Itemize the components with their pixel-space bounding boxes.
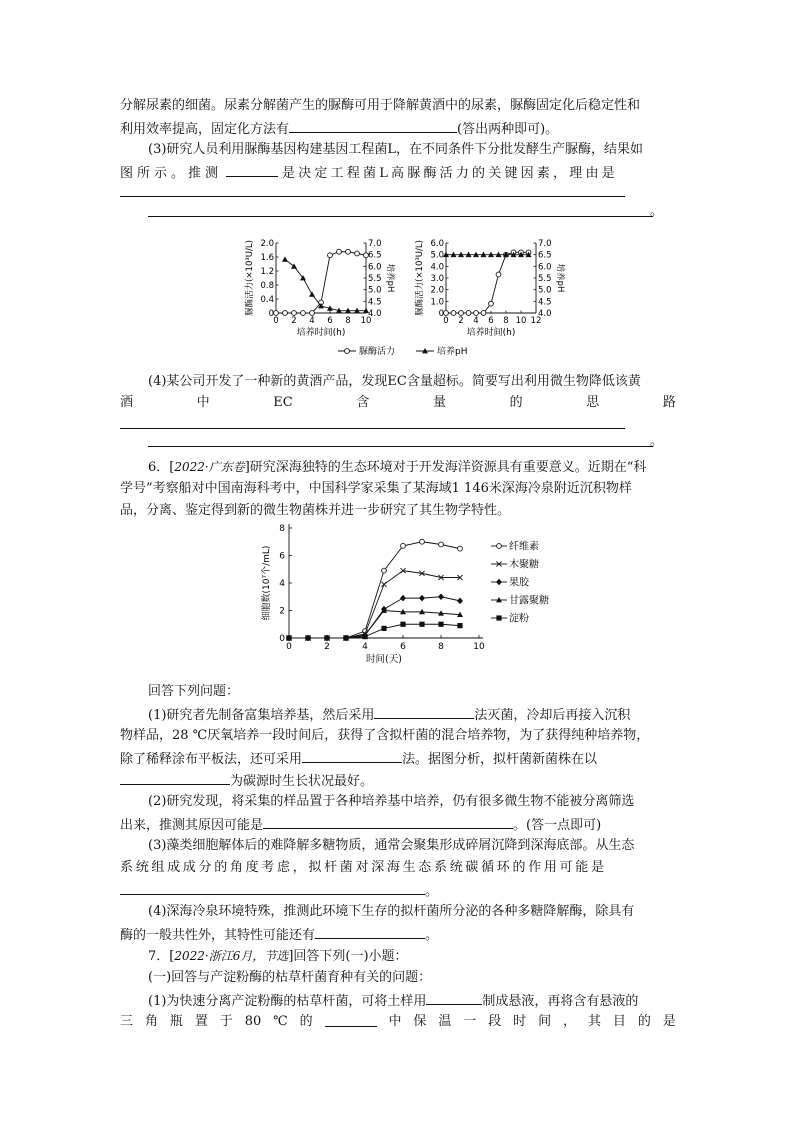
spaced-word: 其 <box>587 1014 601 1029</box>
spaced-word: 中 <box>388 1014 402 1029</box>
text: (答出两种即可)。 <box>457 122 559 137</box>
y2-axis-label: 培养pH <box>385 263 395 293</box>
spaced-word: 温 <box>438 1014 452 1029</box>
spaced-word: 量 <box>432 395 446 410</box>
text: (4)某公司开发了一种新的黄酒产品，发现EC含量超标。简要写出利用微生物降低该黄 <box>148 374 641 389</box>
spaced-word: 目 <box>612 1014 626 1029</box>
text: 利用效率提高，固定化方法有 <box>120 122 290 137</box>
text: 。(答一点即可) <box>513 818 602 833</box>
text: ]研究深海独特的生态环境对于开发海洋资源具有重要意义。近期在“科 <box>244 460 647 475</box>
data-point <box>309 291 315 296</box>
answer-line[interactable] <box>148 216 653 217</box>
text: (3)藻类细胞解体后的难降解多糖物质，通常会聚集形成碎屑沉降到深海底部。从生态 <box>148 838 635 853</box>
text-line <box>148 372 676 392</box>
text-line <box>120 880 676 902</box>
spaced-word: 80 <box>244 1014 262 1029</box>
data-point <box>283 311 288 316</box>
answer-blank[interactable] <box>302 748 402 763</box>
data-point <box>474 311 479 316</box>
y2-tick-label: 5.5 <box>538 274 552 284</box>
series-line <box>289 571 460 638</box>
text-line <box>148 836 676 856</box>
chart-legend <box>338 345 467 357</box>
x-tick-label: 4 <box>362 642 368 652</box>
x-tick-label: 0 <box>273 316 279 326</box>
x-tick-label: 2 <box>291 316 297 326</box>
question-source: 2022·浙江6月，节选 <box>174 949 289 963</box>
text-line <box>148 682 676 702</box>
legend-label: 木聚糖 <box>509 559 539 571</box>
y-tick-label: 0 <box>268 309 274 319</box>
y-tick-label: 0 <box>279 634 285 644</box>
x-tick-label: 8 <box>503 316 509 326</box>
y-tick-label: 1.0 <box>430 297 444 308</box>
spaced-word: 酒 <box>120 395 134 410</box>
y-axis-label: 脲酶活力(×10³U/L) <box>245 240 255 316</box>
text-line <box>120 770 676 792</box>
text: 。 <box>425 884 439 899</box>
urease-charts <box>240 235 580 360</box>
y2-tick-label: 5.0 <box>538 285 552 296</box>
x-tick-label: 6 <box>327 316 333 326</box>
text: 图所示。推测 <box>120 166 223 181</box>
data-point <box>438 622 443 627</box>
data-point <box>489 301 494 306</box>
legend-marker <box>496 579 502 585</box>
spaced-word: 中 <box>196 395 210 410</box>
data-point <box>466 311 471 316</box>
text-line <box>148 792 676 812</box>
urease-panel <box>414 239 566 338</box>
data-point <box>419 595 425 601</box>
cell-plot <box>260 524 549 665</box>
spaced-word: 角 <box>144 1014 158 1029</box>
y2-tick-label: 4.0 <box>368 309 382 319</box>
data-point <box>362 634 367 639</box>
answer-blank[interactable] <box>325 1012 377 1027</box>
y2-tick-label: 7.0 <box>368 239 382 249</box>
text: 回答下列问题： <box>148 684 240 699</box>
data-point <box>364 253 369 258</box>
x-tick-label: 0 <box>286 642 292 652</box>
x-tick-label: 8 <box>438 642 444 652</box>
data-point <box>444 311 449 316</box>
spaced-word: 含 <box>356 395 370 410</box>
y-tick-label: 1.6 <box>260 253 274 263</box>
text-line <box>120 858 676 878</box>
question-number: 7．[ <box>148 949 175 964</box>
data-point <box>400 622 405 627</box>
spaced-word: 路 <box>662 395 676 410</box>
y2-tick-label: 7.0 <box>538 239 552 249</box>
text: (2)研究发现，将采集的样品置于各种培养基中培养，仍有很多微生物不能被分离筛选 <box>148 794 635 809</box>
y-tick-label: 5.0 <box>430 250 444 261</box>
y2-tick-label: 4.5 <box>538 297 552 308</box>
data-point <box>457 623 462 628</box>
text-line <box>148 457 676 478</box>
data-point <box>355 251 360 256</box>
data-point <box>419 622 424 627</box>
data-point <box>282 256 288 261</box>
data-point <box>481 311 486 316</box>
data-point <box>496 272 501 277</box>
x-axis-label: 时间(天) <box>366 654 402 665</box>
text: 。 <box>650 204 664 219</box>
y2-tick-label: 6.0 <box>538 262 552 273</box>
series-line <box>289 624 460 638</box>
data-point <box>420 539 425 544</box>
y2-tick-label: 6.0 <box>368 262 382 273</box>
x-tick-label: 10 <box>473 642 485 652</box>
data-point <box>381 582 386 587</box>
y-axis-label: 细胞数(10⁷个/mL) <box>262 545 272 621</box>
spaced-word: 间 <box>538 1014 552 1029</box>
text: 分解尿素的细菌。尿素分解菌产生的脲酶可用于降解黄酒中的尿素，脲酶固定化后稳定性和 <box>120 98 641 113</box>
series-line <box>446 252 529 313</box>
spaced-word: 瓶 <box>169 1014 183 1029</box>
text: 出来，推测其原因可能是 <box>120 818 264 833</box>
spaced-word: 的 <box>637 1014 651 1029</box>
legend-label: 培养pH <box>437 347 468 357</box>
text: 系统组成成分的角度考虑，拟杆菌对深海生态系统碳循环的作用可能是 <box>120 860 607 875</box>
y2-tick-label: 4.0 <box>538 309 552 319</box>
spaced-word: ， <box>563 1014 577 1029</box>
text: (1)研究者先制备富集培养基，然后采用 <box>148 708 375 723</box>
text: (1)为快速分离产淀粉酶的枯草杆菌，可将土样用 <box>148 994 427 1009</box>
spaced-word: 于 <box>219 1014 233 1029</box>
legend-label: 果胶 <box>509 577 529 589</box>
data-point <box>401 543 406 548</box>
data-point <box>457 598 463 604</box>
text: 。 <box>425 928 439 943</box>
text: 制成悬液，再将含有悬液的 <box>482 994 639 1009</box>
y2-axis-label: 培养pH <box>555 263 565 293</box>
text-line <box>650 202 670 222</box>
text-line <box>148 946 676 967</box>
x-axis-label: 培养时间(h) <box>466 328 516 338</box>
spaced-word: 置 <box>194 1014 208 1029</box>
text-line <box>148 990 676 1012</box>
data-point <box>400 595 406 601</box>
answer-line[interactable] <box>120 428 625 429</box>
data-point <box>274 311 279 316</box>
text-line <box>148 704 676 726</box>
question-source: 2022·广东卷 <box>174 460 245 474</box>
x-tick-label: 6 <box>488 316 494 326</box>
legend-marker <box>345 349 350 354</box>
spaced-word: 的 <box>509 395 523 410</box>
y-tick-label: 0.8 <box>260 281 274 291</box>
y2-tick-label: 5.0 <box>368 285 382 296</box>
y-tick-label: 8 <box>279 524 285 534</box>
y2-tick-label: 6.5 <box>368 250 382 261</box>
series-line <box>289 597 460 638</box>
y-tick-label: 6 <box>279 551 285 562</box>
text: 法。据图分析，拟杆菌新菌株在以 <box>402 752 598 767</box>
text: ]回答下列(一)小题： <box>288 949 408 964</box>
text-line <box>148 140 676 160</box>
y-tick-label: 3.0 <box>430 274 444 284</box>
text-line <box>120 501 676 521</box>
x-tick-label: 10 <box>515 316 527 326</box>
text-line <box>120 118 676 140</box>
data-point <box>438 594 444 600</box>
answer-blank[interactable] <box>120 880 425 895</box>
spaced-text-line <box>120 393 676 413</box>
spaced-word: ℃ <box>273 1014 288 1029</box>
legend-label: 甘露聚糖 <box>509 595 549 607</box>
text-line <box>120 748 676 770</box>
legend-marker <box>496 615 501 620</box>
text-line <box>120 924 676 946</box>
legend-label: 纤维素 <box>509 541 539 553</box>
y2-tick-label: 5.5 <box>368 274 382 284</box>
x-tick-label: 12 <box>530 316 542 326</box>
text: 学号”考察船对中国南海科考中，中国科学家采集了某海域1 146米深海冷泉附近沉积物样 <box>120 481 632 496</box>
text-line <box>650 432 670 452</box>
spaced-word: 是 <box>662 1014 676 1029</box>
x-axis-label: 培养时间(h) <box>296 328 346 338</box>
x-tick-label: 10 <box>360 316 372 326</box>
data-point <box>324 635 329 640</box>
legend-marker <box>497 544 502 549</box>
data-point <box>382 568 387 573</box>
spaced-word: 保 <box>413 1014 427 1029</box>
x-tick-label: 4 <box>309 316 315 326</box>
text-line <box>148 968 676 988</box>
text: 。 <box>650 434 664 449</box>
data-point <box>337 249 342 254</box>
x-tick-label: 0 <box>443 316 449 326</box>
answer-line[interactable] <box>148 446 653 447</box>
spaced-word: 一 <box>463 1014 477 1029</box>
y-tick-label: 0.4 <box>260 295 274 305</box>
legend-label: 淀粉 <box>509 613 529 625</box>
text-line <box>120 726 676 746</box>
data-point <box>328 253 333 258</box>
answer-blank[interactable] <box>226 162 278 177</box>
data-point <box>343 635 348 640</box>
text: 品，分离、鉴定得到新的微生物菌株并进一步研究了其生物学特性。 <box>120 503 511 518</box>
data-point <box>292 311 297 316</box>
spaced-text-line <box>120 1012 676 1032</box>
data-point <box>286 635 291 640</box>
data-point <box>301 311 306 316</box>
data-point <box>346 249 351 254</box>
text-line <box>120 479 676 499</box>
answer-blank[interactable] <box>426 990 482 1005</box>
text-line <box>120 96 676 116</box>
spaced-word: 三 <box>120 1014 134 1029</box>
answer-blank[interactable] <box>374 704 474 719</box>
data-point <box>305 635 310 640</box>
text-line <box>120 162 676 184</box>
question-number: 6．[ <box>148 460 175 475</box>
text: 是决定工程菌L高脲酶活力的关键因素，理由是 <box>282 166 618 181</box>
y2-tick-label: 4.5 <box>368 297 382 308</box>
y-tick-label: 2.0 <box>430 285 444 296</box>
text: 为碳源时生长状况最好。 <box>230 774 374 789</box>
answer-blank[interactable] <box>263 814 513 829</box>
x-tick-label: 2 <box>458 316 464 326</box>
text-line <box>148 902 676 922</box>
spaced-word: 的 <box>299 1014 313 1029</box>
y-tick-label: 0 <box>438 309 444 319</box>
series-line <box>285 259 366 310</box>
data-point <box>381 626 386 631</box>
answer-line[interactable] <box>120 196 625 197</box>
spaced-word: 思 <box>586 395 600 410</box>
text: 物样品，28 ℃厌氧培养一段时间后，获得了含拟杆菌的混合培养物，为了获得纯种培养物， <box>120 728 650 743</box>
y-tick-label: 1.2 <box>260 267 274 277</box>
y-tick-label: 2 <box>279 606 285 617</box>
spaced-word: EC <box>273 395 293 410</box>
data-point <box>451 311 456 316</box>
data-point <box>459 311 464 316</box>
data-point <box>458 546 463 551</box>
x-tick-label: 4 <box>473 316 479 326</box>
y-tick-label: 6.0 <box>430 239 444 249</box>
text: (3)研究人员利用脲酶基因构建基因工程菌L，在不同条件下分批发酵生产脲酶，结果如 <box>148 142 644 157</box>
y-tick-label: 2.0 <box>260 239 274 249</box>
x-tick-label: 6 <box>400 642 406 652</box>
spaced-word: 段 <box>488 1014 502 1029</box>
text-line <box>120 814 676 836</box>
y-axis-label: 脲酶活力(×10³U/L) <box>415 240 425 316</box>
text: (4)深海冷泉环境特殊，推测此环境下生存的拟杆菌所分泌的各种多糖降解酶，除具有 <box>148 904 635 919</box>
urease-panel <box>244 239 396 338</box>
answer-blank[interactable] <box>315 924 425 939</box>
answer-blank[interactable] <box>289 118 457 133</box>
data-point <box>310 311 315 316</box>
y2-tick-label: 6.5 <box>538 250 552 261</box>
y-tick-label: 4 <box>279 579 285 589</box>
text: 除了稀释涂布平板法，还可采用 <box>120 752 303 767</box>
x-tick-label: 8 <box>345 316 351 326</box>
text: 酶的一般共性外，其特性可能还有 <box>120 928 316 943</box>
cell-count-chart <box>255 520 555 670</box>
answer-blank[interactable] <box>120 770 230 785</box>
legend-label: 脲酶活力 <box>359 347 396 357</box>
text: (一)回答与产淀粉酶的枯草杆菌育种有关的问题： <box>148 970 432 985</box>
spaced-word: 时 <box>513 1014 527 1029</box>
data-point <box>439 542 444 547</box>
y-tick-label: 4.0 <box>430 262 444 273</box>
x-tick-label: 2 <box>324 642 330 652</box>
text: 法灭菌，冷却后再接入沉积 <box>474 708 631 723</box>
